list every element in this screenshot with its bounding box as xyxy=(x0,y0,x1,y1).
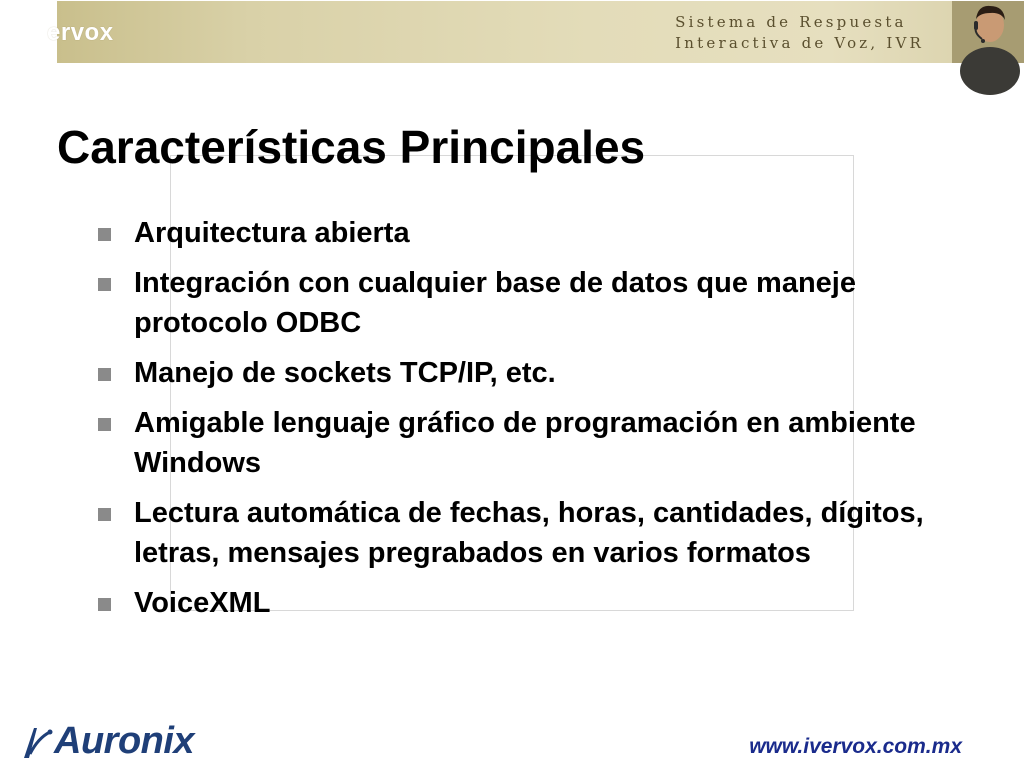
brand-name: ervox xyxy=(47,19,114,46)
header-banner xyxy=(47,1,1024,63)
banner-tagline xyxy=(675,12,924,54)
logo-text: Auronix xyxy=(54,720,195,762)
bullet-square-icon xyxy=(98,228,111,241)
list-item-text: Arquitectura abierta xyxy=(134,217,410,249)
auronix-logo-mark-icon xyxy=(20,724,54,760)
bullet-square-icon xyxy=(98,278,111,291)
list-item-text: Amigable lenguaje gráfico de programación en ambiente Windows xyxy=(134,407,916,479)
list-item-text: Integración con cualquier base de datos que maneje protocolo ODBC xyxy=(134,267,856,339)
list-item xyxy=(96,403,956,483)
list-item xyxy=(96,493,956,573)
bullet-square-icon xyxy=(98,418,111,431)
features-list xyxy=(96,213,956,633)
bullet-square-icon xyxy=(98,368,111,381)
list-item xyxy=(96,583,956,623)
call-center-agent-photo xyxy=(952,1,1024,63)
list-item-text: Lectura automática de fechas, horas, cantidades, dígitos, letras, mensajes pregrabados en varios formatos xyxy=(134,497,924,569)
list-item xyxy=(96,353,956,393)
tagline-line-2: Interactiva de Voz, IVR xyxy=(675,34,924,52)
bullet-square-icon xyxy=(98,598,111,611)
slide-title: Características Principales xyxy=(57,121,646,173)
auronix-logo xyxy=(20,718,230,766)
list-item xyxy=(96,213,956,253)
tagline-line-1: Sistema de Respuesta xyxy=(675,13,907,31)
list-item-text: Manejo de sockets TCP/IP, etc. xyxy=(134,357,556,389)
list-item-text: VoiceXML xyxy=(134,587,271,619)
list-item xyxy=(96,263,956,343)
bullet-square-icon xyxy=(98,508,111,521)
website-link[interactable]: www.ivervox.com.mx xyxy=(749,735,962,758)
